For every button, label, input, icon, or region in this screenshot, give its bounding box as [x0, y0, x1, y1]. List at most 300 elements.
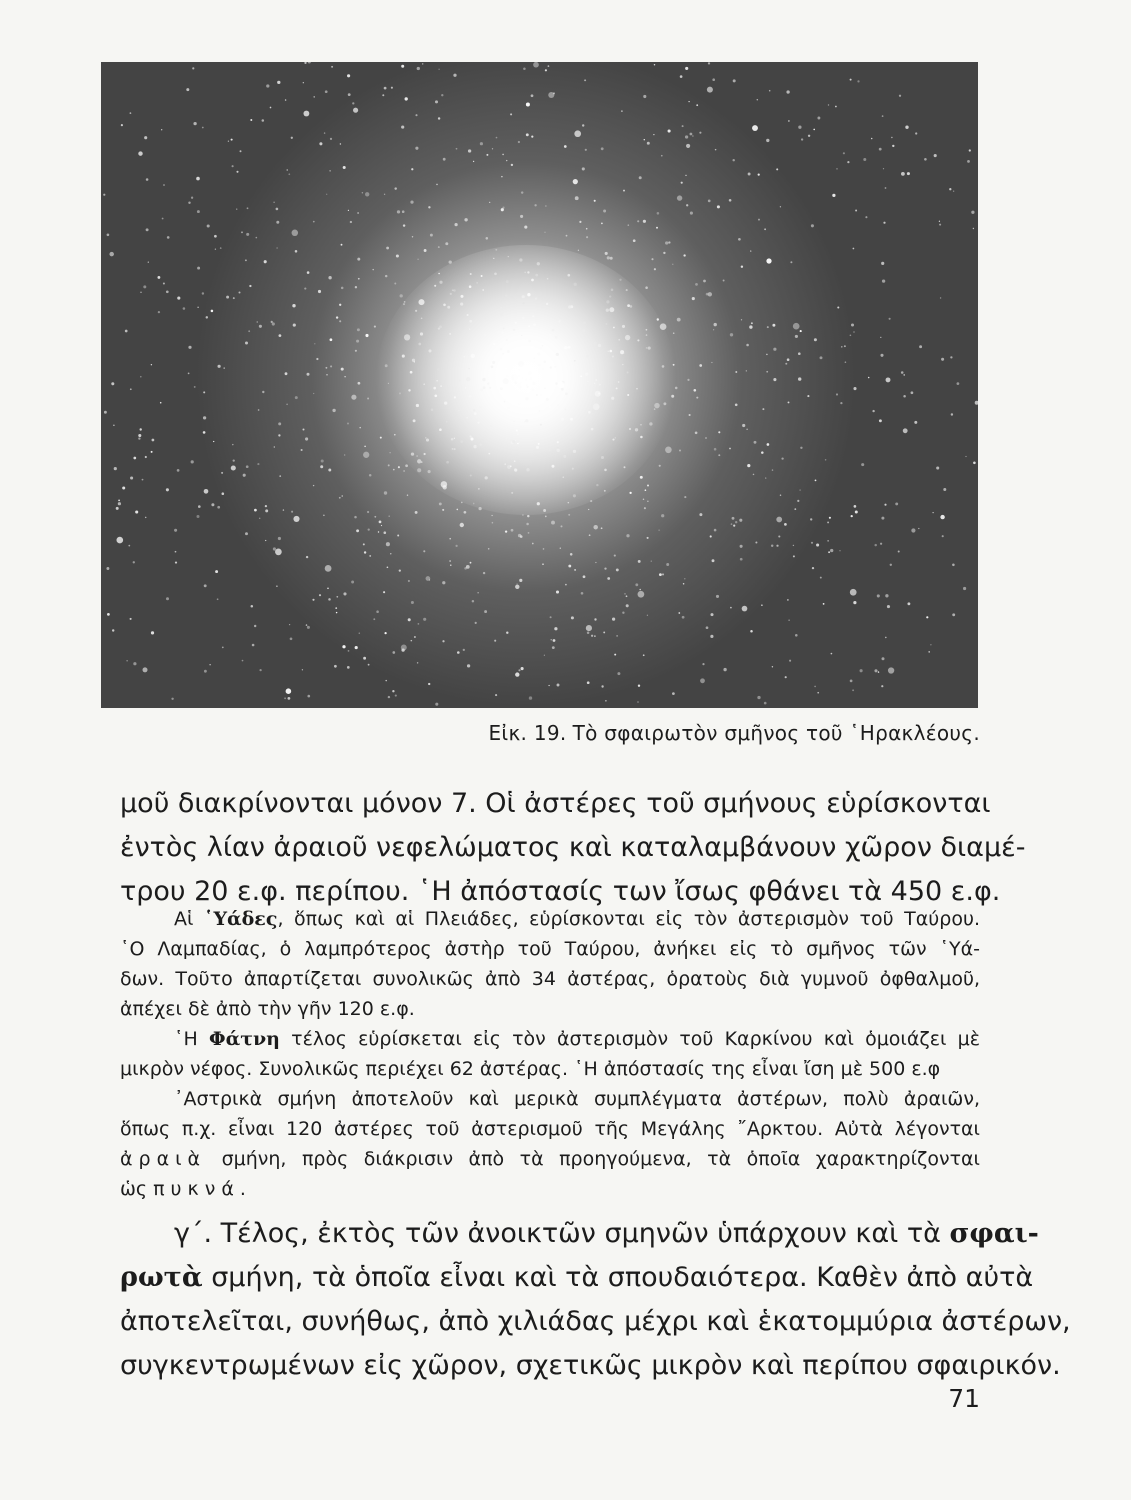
star — [336, 316, 338, 318]
star — [411, 168, 413, 170]
star — [860, 669, 863, 672]
star — [888, 667, 894, 673]
star — [831, 653, 833, 655]
star — [699, 132, 701, 134]
star — [741, 265, 743, 267]
star — [385, 680, 386, 681]
star — [936, 466, 939, 469]
star — [359, 632, 360, 633]
star — [723, 280, 725, 282]
star — [233, 297, 235, 299]
star — [262, 391, 264, 393]
star — [524, 226, 527, 229]
star — [342, 645, 345, 648]
star — [435, 703, 438, 706]
star — [952, 564, 955, 567]
star — [757, 99, 758, 100]
star — [344, 376, 345, 377]
star — [343, 592, 346, 595]
star — [684, 578, 685, 579]
star — [276, 221, 279, 224]
star — [700, 678, 705, 683]
star — [423, 550, 425, 552]
star — [151, 364, 152, 365]
paragraph-globular-line-2 — [120, 1256, 1034, 1300]
star — [638, 685, 640, 687]
star — [232, 444, 233, 445]
star — [827, 540, 828, 541]
star — [772, 469, 773, 470]
star — [254, 625, 256, 627]
star — [881, 262, 884, 265]
star — [534, 204, 536, 206]
star — [732, 159, 734, 161]
star — [430, 234, 433, 237]
star — [151, 631, 154, 634]
star — [489, 202, 490, 203]
star — [166, 597, 169, 600]
star — [368, 664, 370, 666]
star — [394, 283, 396, 285]
star — [614, 654, 616, 656]
star — [204, 670, 207, 673]
figure-caption-text: Τὸ σφαιρωτὸν σμῆνος τοῦ ῾Ηρακλέους. — [572, 721, 980, 745]
star — [742, 606, 748, 612]
star — [786, 90, 789, 93]
star — [647, 142, 650, 145]
star — [510, 113, 512, 115]
star — [288, 173, 290, 175]
star — [654, 64, 655, 65]
star — [865, 216, 867, 218]
star — [221, 472, 223, 474]
star — [681, 182, 683, 184]
star — [240, 150, 242, 152]
star — [357, 258, 360, 261]
star — [934, 154, 937, 157]
star — [710, 635, 713, 638]
star — [328, 469, 331, 472]
star — [939, 224, 941, 226]
star — [341, 287, 344, 290]
star — [486, 154, 488, 156]
star — [307, 271, 310, 274]
star — [453, 74, 456, 77]
star — [114, 467, 117, 470]
star — [798, 377, 801, 380]
star — [678, 612, 680, 614]
star — [911, 391, 914, 394]
star — [289, 624, 290, 625]
star — [424, 249, 427, 252]
star — [605, 700, 607, 702]
star — [714, 448, 717, 451]
globular-bold-2: ρωτὰ — [120, 1262, 203, 1293]
star — [969, 149, 971, 151]
star — [918, 528, 919, 529]
star — [355, 350, 357, 352]
star — [665, 446, 672, 453]
star — [196, 177, 200, 181]
star — [464, 567, 467, 570]
star — [443, 158, 446, 161]
star — [773, 378, 776, 381]
star — [245, 532, 248, 535]
star — [397, 210, 400, 213]
star — [276, 208, 279, 211]
star — [394, 187, 396, 189]
star — [211, 310, 214, 313]
star — [118, 502, 121, 505]
star — [223, 367, 224, 368]
star — [880, 337, 881, 338]
star — [877, 594, 880, 597]
star — [521, 667, 524, 670]
star — [582, 124, 584, 126]
star — [408, 580, 410, 582]
star — [470, 562, 472, 564]
star — [207, 224, 210, 227]
star — [177, 469, 180, 472]
star — [686, 144, 690, 148]
star — [411, 601, 414, 604]
star — [191, 197, 193, 199]
star — [812, 567, 814, 569]
star — [766, 139, 769, 142]
star — [607, 577, 610, 580]
star — [645, 286, 648, 289]
star — [388, 696, 390, 698]
star — [715, 149, 717, 151]
star — [142, 479, 144, 481]
star — [519, 579, 522, 582]
star — [334, 665, 337, 668]
star — [949, 188, 951, 190]
star — [379, 521, 382, 524]
star — [781, 457, 783, 459]
star — [398, 466, 400, 468]
star — [283, 509, 284, 510]
star — [339, 497, 341, 499]
star — [907, 172, 910, 175]
star — [573, 179, 578, 184]
star — [740, 558, 743, 561]
star — [711, 362, 712, 363]
star — [400, 294, 403, 297]
sparse-line-3-rest: σμήνη, πρὸς διάκρισιν ἀπὸ τὰ προηγούμενα, τὰ ὁποῖα χαρακτηρίζονται — [206, 1148, 980, 1170]
star — [755, 541, 757, 543]
star — [148, 261, 149, 262]
star — [107, 233, 110, 236]
star — [356, 529, 359, 532]
star — [351, 395, 356, 400]
star — [488, 548, 490, 550]
star — [761, 451, 764, 454]
star — [456, 509, 458, 511]
star — [438, 69, 439, 70]
star — [659, 573, 662, 576]
star — [928, 651, 930, 653]
star — [712, 559, 715, 562]
star — [113, 424, 115, 426]
star — [355, 286, 357, 288]
star — [254, 509, 257, 512]
star — [278, 434, 280, 436]
star — [735, 521, 737, 523]
star — [603, 631, 605, 633]
star — [863, 158, 866, 161]
star — [716, 595, 719, 598]
star — [811, 224, 814, 227]
star — [687, 379, 689, 381]
star — [274, 446, 275, 447]
star — [130, 112, 132, 114]
star — [177, 297, 180, 300]
paragraph-1-line-1: μοῦ διακρίνονται μόνον 7. Οἱ ἀστέρες τοῦ σμήνους εὑρίσκονται — [120, 788, 991, 819]
star — [710, 613, 713, 616]
star — [542, 563, 544, 565]
star — [581, 592, 584, 595]
star — [412, 236, 413, 237]
star — [940, 297, 941, 298]
star — [262, 119, 265, 122]
star — [492, 522, 494, 524]
star — [703, 280, 706, 283]
star — [795, 634, 798, 637]
star — [861, 463, 864, 466]
star — [705, 437, 707, 439]
star — [729, 199, 732, 202]
star — [526, 133, 529, 136]
star — [677, 195, 682, 200]
star — [807, 395, 809, 397]
star — [672, 692, 675, 695]
star — [835, 106, 837, 108]
star — [515, 585, 519, 589]
star — [654, 268, 656, 270]
star — [313, 485, 314, 486]
star — [684, 496, 686, 498]
star — [320, 465, 323, 468]
page-number: 71 — [948, 1384, 980, 1413]
star — [109, 252, 113, 256]
star — [111, 382, 114, 385]
star — [685, 135, 688, 138]
star — [456, 148, 458, 150]
star — [813, 129, 815, 131]
star — [501, 176, 503, 178]
star — [491, 515, 492, 516]
star — [885, 187, 887, 189]
star — [610, 257, 613, 260]
star — [356, 340, 359, 343]
star — [665, 241, 668, 244]
star — [472, 600, 474, 602]
star — [401, 65, 404, 68]
paragraph-sparse-line-4 — [120, 1174, 980, 1204]
star — [764, 228, 766, 230]
star — [647, 484, 649, 486]
star — [907, 602, 910, 605]
star — [276, 247, 277, 248]
star — [160, 402, 162, 404]
hyades-line-1-rest: , ὅπως καὶ αἱ Πλειάδες, εὑρίσκονται εἰς τὸν ἀστερισμὸν τοῦ Ταύρου. — [277, 908, 980, 930]
star — [874, 544, 876, 546]
star — [551, 639, 552, 640]
star — [319, 594, 321, 596]
star — [942, 535, 944, 537]
star — [765, 477, 766, 478]
star — [364, 446, 365, 447]
star — [643, 95, 646, 98]
star — [138, 434, 141, 437]
star — [329, 170, 330, 171]
star — [932, 512, 933, 513]
star — [384, 87, 387, 90]
star — [380, 437, 382, 439]
star — [374, 326, 376, 328]
star — [302, 669, 303, 670]
star — [352, 102, 354, 104]
star — [339, 304, 341, 306]
star — [335, 607, 337, 609]
star — [468, 149, 471, 152]
star — [405, 464, 408, 467]
star — [118, 500, 120, 502]
star — [754, 441, 757, 444]
star — [236, 208, 237, 209]
sparse-term: ἀραιὰ — [120, 1148, 207, 1170]
star — [574, 569, 576, 571]
star — [629, 492, 631, 494]
star — [773, 348, 776, 351]
star — [548, 685, 549, 686]
star — [850, 589, 857, 596]
star — [464, 511, 467, 514]
star — [372, 269, 373, 270]
star — [531, 136, 533, 138]
star — [672, 264, 673, 265]
star — [306, 556, 308, 558]
star — [157, 276, 160, 279]
star — [401, 648, 404, 651]
star — [417, 662, 418, 663]
star — [690, 133, 693, 136]
star — [358, 278, 360, 280]
star — [882, 115, 884, 117]
star — [828, 551, 830, 553]
paragraph-1-line-3: τρου 20 ε.φ. περίπου. ῾Η ἀπόστασίς των ἴσως φθάνει τὰ 450 ε.φ. — [120, 876, 1001, 907]
star — [143, 285, 146, 288]
star — [591, 635, 593, 637]
star — [313, 221, 315, 223]
star — [531, 94, 534, 97]
star — [971, 211, 974, 214]
star — [330, 138, 332, 140]
star — [566, 235, 568, 237]
star — [749, 325, 752, 328]
star — [911, 528, 915, 532]
star — [117, 537, 124, 544]
star — [695, 431, 698, 434]
star — [583, 575, 586, 578]
star — [463, 649, 465, 651]
star — [953, 191, 954, 192]
star — [825, 459, 827, 461]
star — [679, 450, 681, 452]
star — [363, 543, 365, 545]
star — [752, 125, 758, 131]
star — [128, 545, 130, 547]
star — [502, 154, 504, 156]
star — [851, 323, 854, 326]
star — [732, 517, 735, 520]
star — [758, 219, 760, 221]
star — [407, 494, 408, 495]
star — [307, 695, 310, 698]
star — [217, 598, 219, 600]
star — [801, 138, 803, 140]
star — [614, 555, 616, 557]
star — [279, 334, 282, 337]
star — [385, 275, 387, 277]
star — [303, 111, 309, 117]
star — [854, 505, 857, 508]
star — [171, 698, 173, 700]
star — [353, 108, 358, 113]
star — [151, 451, 153, 453]
star — [587, 681, 590, 684]
star — [326, 194, 327, 195]
star — [798, 352, 801, 355]
star — [647, 537, 649, 539]
star — [327, 588, 329, 590]
star — [256, 237, 258, 239]
star — [245, 259, 247, 261]
star — [830, 549, 833, 552]
star — [138, 437, 140, 439]
star — [390, 553, 391, 554]
star — [438, 117, 440, 119]
star — [358, 382, 361, 385]
star — [215, 249, 216, 250]
star — [554, 627, 557, 630]
star — [941, 358, 944, 361]
star — [449, 538, 451, 540]
star — [565, 584, 567, 586]
star — [342, 495, 343, 496]
star — [332, 409, 335, 412]
star — [494, 640, 496, 642]
star — [284, 697, 286, 699]
star — [847, 161, 849, 163]
star — [628, 224, 630, 226]
star — [348, 210, 349, 211]
star — [621, 110, 623, 112]
star — [594, 635, 595, 636]
star — [746, 344, 749, 347]
star — [851, 515, 853, 517]
star — [820, 356, 823, 359]
star — [626, 534, 629, 537]
star — [753, 474, 755, 476]
star — [885, 594, 888, 597]
star — [384, 632, 386, 634]
star — [518, 534, 521, 537]
star — [402, 210, 405, 213]
star — [967, 160, 970, 163]
star — [331, 66, 333, 68]
